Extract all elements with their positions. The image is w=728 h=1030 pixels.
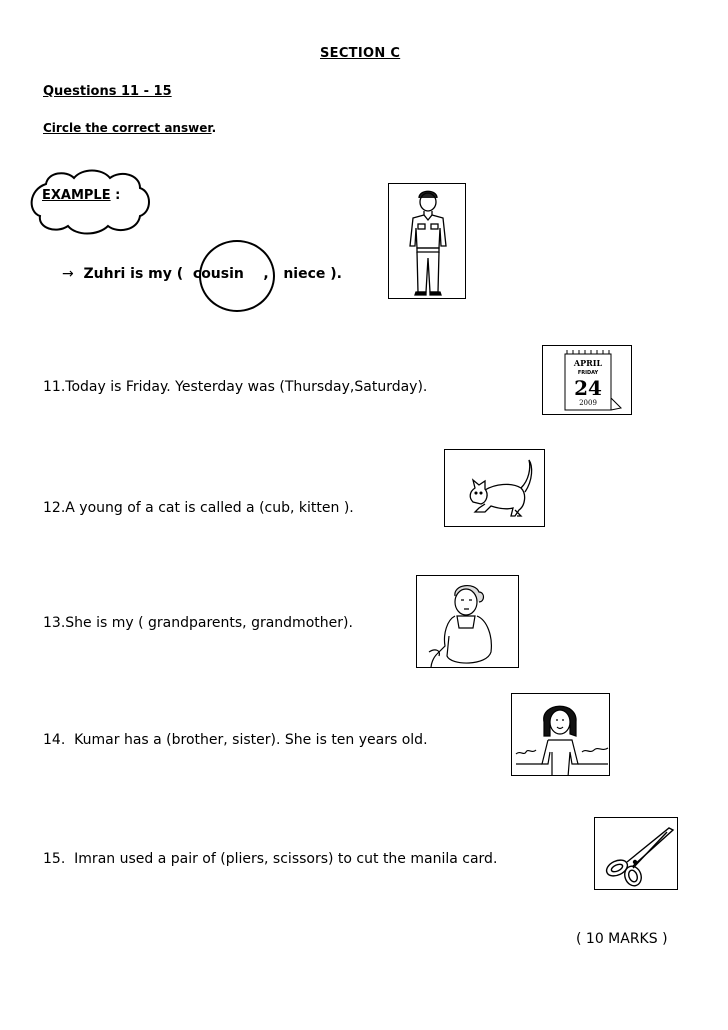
boy-image [388,183,466,299]
scissors-image [594,817,678,890]
question-15: 15. Imran used a pair of (pliers, scissors) to cut the manila card. [43,851,498,867]
instruction [43,121,216,135]
section-title: SECTION C [320,46,401,61]
question-13: 13.She is my ( grandparents, grandmother). [43,615,353,631]
example-option-cousin: cousin [192,266,244,282]
scissors-icon [595,818,678,890]
calendar-icon [543,346,632,415]
question-11: 11.Today is Friday. Yesterday was (Thursday,Saturday). [43,379,428,395]
arrow-icon: → [62,266,74,282]
question-range: Questions 11 - 15 [43,84,172,99]
question-14: 14. Kumar has a (brother, sister). She is ten years old. [43,732,428,748]
example-colon: : [115,188,121,203]
girl-image [511,693,610,776]
example-answer-circle [199,240,275,312]
calendar-day: 24 [574,376,602,400]
question-12: 12.A young of a cat is called a (cub, kitten ). [43,500,354,516]
total-marks: ( 10 MARKS ) [576,931,668,947]
cat-icon [445,450,545,527]
girl-icon [512,694,610,776]
grandmother-icon [417,576,519,668]
boy-icon [389,184,466,299]
example-label [42,188,120,203]
example-prefix: Zuhri is my ( [83,266,184,282]
calendar-image [542,345,632,415]
grandmother-image [416,575,519,668]
instruction-text: Circle the correct answer [43,121,212,135]
cat-image [444,449,545,527]
calendar-month: APRIL [573,358,603,368]
calendar-weekday: FRIDAY [577,370,599,376]
example-option-niece: niece ). [283,266,342,282]
example-separator: , [263,266,269,282]
instruction-end: . [211,121,217,135]
calendar-year: 2009 [579,399,597,407]
example-label-text: EXAMPLE [42,188,111,203]
